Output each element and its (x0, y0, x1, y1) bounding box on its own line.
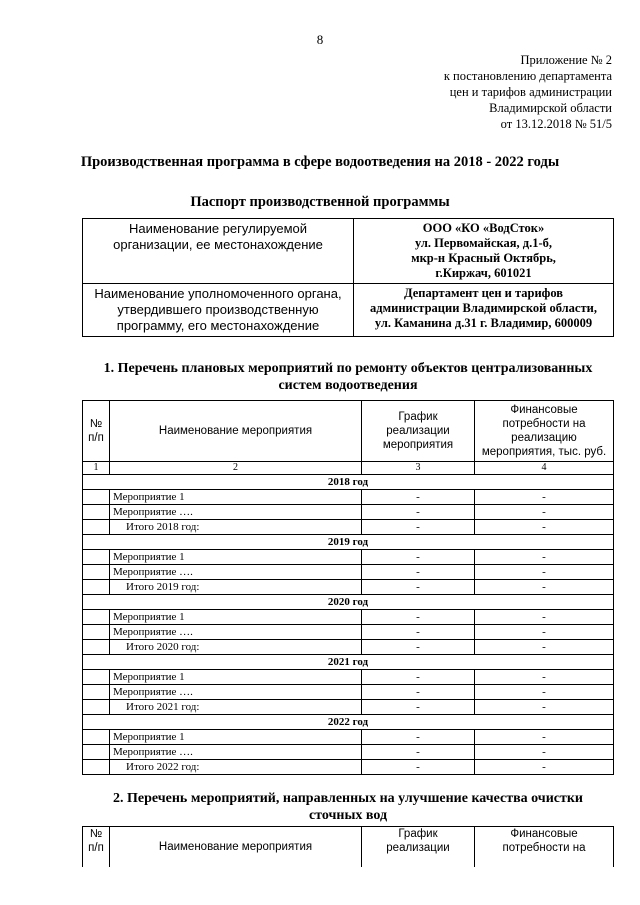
document-title: Производственная программа в сфере водоотведения на 2018 - 2022 годы (80, 154, 560, 170)
label-line: Наименование уполномоченного органа, (94, 286, 342, 301)
header-line: реализации (386, 425, 450, 437)
row-name: Мероприятие 1 (110, 730, 362, 745)
row-schedule: - (362, 745, 475, 760)
row-name: Мероприятие 1 (110, 550, 362, 565)
row-schedule: - (362, 685, 475, 700)
column-number: 4 (475, 462, 614, 475)
row-finance: - (475, 550, 614, 565)
table-row (83, 745, 614, 760)
year-row (83, 535, 614, 550)
row-schedule: - (362, 490, 475, 505)
table-row (83, 670, 614, 685)
label-line: утвердившего производственную (117, 302, 319, 317)
row-finance: - (475, 610, 614, 625)
row-name: Мероприятие …. (110, 745, 362, 760)
year-row (83, 715, 614, 730)
passport-table (82, 218, 614, 337)
page-number: 8 (316, 32, 324, 47)
row-number (83, 685, 110, 700)
table-row (83, 685, 614, 700)
year-label: 2021 год (83, 655, 614, 670)
plan-table (82, 400, 614, 775)
label-line: программу, его местонахождение (116, 318, 320, 333)
section2-title (82, 790, 614, 824)
value-line: ООО «КО «ВодСток» (422, 221, 545, 235)
row-schedule: - (362, 505, 475, 520)
value-line: администрации Владимирской области, (370, 301, 597, 315)
plan-table-body (83, 475, 614, 775)
row-name: Итого 2020 год: (110, 640, 362, 655)
total-row (83, 700, 614, 715)
passport-value (354, 219, 614, 284)
header-line: потребности на (502, 842, 586, 854)
row-name: Мероприятие 1 (110, 610, 362, 625)
header-line: № (89, 418, 103, 430)
year-label: 2022 год (83, 715, 614, 730)
header-line: п/п (88, 842, 104, 854)
section-title-line: сточных вод (308, 808, 388, 823)
row-name: Итого 2018 год: (110, 520, 362, 535)
row-name: Мероприятие …. (110, 565, 362, 580)
row-schedule: - (362, 640, 475, 655)
total-row (83, 520, 614, 535)
appendix-line: Приложение № 2 (520, 53, 612, 67)
total-row (83, 760, 614, 775)
value-line: мкр-н Красный Октябрь, (411, 251, 556, 265)
row-finance: - (475, 505, 614, 520)
header-line: Финансовые (510, 828, 578, 840)
passport-label (83, 219, 354, 284)
header-line: График (398, 411, 438, 423)
row-number (83, 610, 110, 625)
table-row (83, 610, 614, 625)
column-number: 3 (362, 462, 475, 475)
row-name: Итого 2022 год: (110, 760, 362, 775)
row-finance: - (475, 700, 614, 715)
section-title-line: систем водоотведения (278, 378, 418, 393)
passport-value (354, 284, 614, 337)
header-line: п/п (88, 432, 104, 444)
table-row (83, 565, 614, 580)
row-finance: - (475, 640, 614, 655)
row-schedule: - (362, 520, 475, 535)
passport-row (83, 219, 614, 284)
row-finance: - (475, 520, 614, 535)
row-name: Мероприятие 1 (110, 670, 362, 685)
table-header-row (83, 401, 614, 462)
row-schedule: - (362, 625, 475, 640)
total-row (83, 580, 614, 595)
section1-title (82, 360, 614, 394)
header-line: мероприятия, тыс. руб. (481, 446, 607, 458)
row-finance: - (475, 580, 614, 595)
header-line: Финансовые (510, 404, 578, 416)
appendix-line: цен и тарифов администрации (449, 85, 612, 99)
row-finance: - (475, 730, 614, 745)
table-row (83, 490, 614, 505)
row-finance: - (475, 685, 614, 700)
row-schedule: - (362, 730, 475, 745)
column-number: 1 (83, 462, 110, 475)
row-number (83, 565, 110, 580)
row-number (83, 700, 110, 715)
header-line: График (398, 828, 438, 840)
row-name: Мероприятие …. (110, 625, 362, 640)
row-number (83, 730, 110, 745)
label-line: организации, ее местонахождение (113, 237, 323, 252)
table-row (83, 730, 614, 745)
row-number (83, 550, 110, 565)
row-schedule: - (362, 565, 475, 580)
row-number (83, 625, 110, 640)
row-finance: - (475, 745, 614, 760)
passport-label (83, 284, 354, 337)
section-title-line: 1. Перечень плановых мероприятий по ремонту объектов централизованных (103, 361, 593, 376)
header-line: потребности на (502, 418, 586, 430)
row-number (83, 745, 110, 760)
row-name: Мероприятие …. (110, 685, 362, 700)
row-finance: - (475, 760, 614, 775)
row-finance: - (475, 625, 614, 640)
value-line: ул. Первомайская, д.1-б, (414, 236, 553, 250)
row-finance: - (475, 565, 614, 580)
col-header-finance (475, 401, 614, 462)
row-schedule: - (362, 670, 475, 685)
table-header-row (83, 827, 614, 868)
row-name: Мероприятие …. (110, 505, 362, 520)
year-row (83, 595, 614, 610)
appendix-line: к постановлению департамента (443, 69, 612, 83)
table-row (83, 550, 614, 565)
total-row (83, 640, 614, 655)
year-label: 2019 год (83, 535, 614, 550)
col-header-name: Наименование мероприятия (110, 401, 362, 462)
row-number (83, 520, 110, 535)
col-header-number (83, 827, 110, 868)
row-name: Мероприятие 1 (110, 490, 362, 505)
value-line: г.Киржач, 601021 (435, 266, 532, 280)
column-number: 2 (110, 462, 362, 475)
value-line: Департамент цен и тарифов (403, 286, 564, 300)
row-number (83, 505, 110, 520)
appendix-line: от 13.12.2018 № 51/5 (500, 117, 612, 131)
row-number (83, 760, 110, 775)
header-line: № (89, 828, 103, 840)
column-number-row (83, 462, 614, 475)
value-line: ул. Каманина д.31 г. Владимир, 600009 (374, 316, 593, 330)
section-title-line: 2. Перечень мероприятий, направленных на улучшение качества очистки (112, 791, 583, 806)
label-line: Наименование регулируемой (128, 221, 308, 236)
year-row (83, 655, 614, 670)
col-header-finance (475, 827, 614, 868)
col-header-number (83, 401, 110, 462)
row-number (83, 640, 110, 655)
row-finance: - (475, 670, 614, 685)
row-name: Итого 2021 год: (110, 700, 362, 715)
row-schedule: - (362, 610, 475, 625)
row-finance: - (475, 490, 614, 505)
col-header-schedule (362, 827, 475, 868)
header-line: мероприятия (382, 439, 454, 451)
row-number (83, 670, 110, 685)
col-header-name: Наименование мероприятия (110, 827, 362, 868)
passport-title: Паспорт производственной программы (190, 194, 450, 210)
header-line: реализации (386, 842, 450, 854)
col-header-schedule (362, 401, 475, 462)
passport-row (83, 284, 614, 337)
header-line: реализацию (511, 432, 577, 444)
row-name: Итого 2019 год: (110, 580, 362, 595)
row-number (83, 490, 110, 505)
table-row (83, 505, 614, 520)
appendix-block (444, 52, 612, 132)
row-schedule: - (362, 760, 475, 775)
table-row (83, 625, 614, 640)
row-number (83, 580, 110, 595)
row-schedule: - (362, 550, 475, 565)
plan2-table (82, 826, 614, 867)
appendix-line: Владимирской области (489, 101, 612, 115)
year-label: 2018 год (83, 475, 614, 490)
year-label: 2020 год (83, 595, 614, 610)
row-schedule: - (362, 700, 475, 715)
row-schedule: - (362, 580, 475, 595)
year-row (83, 475, 614, 490)
